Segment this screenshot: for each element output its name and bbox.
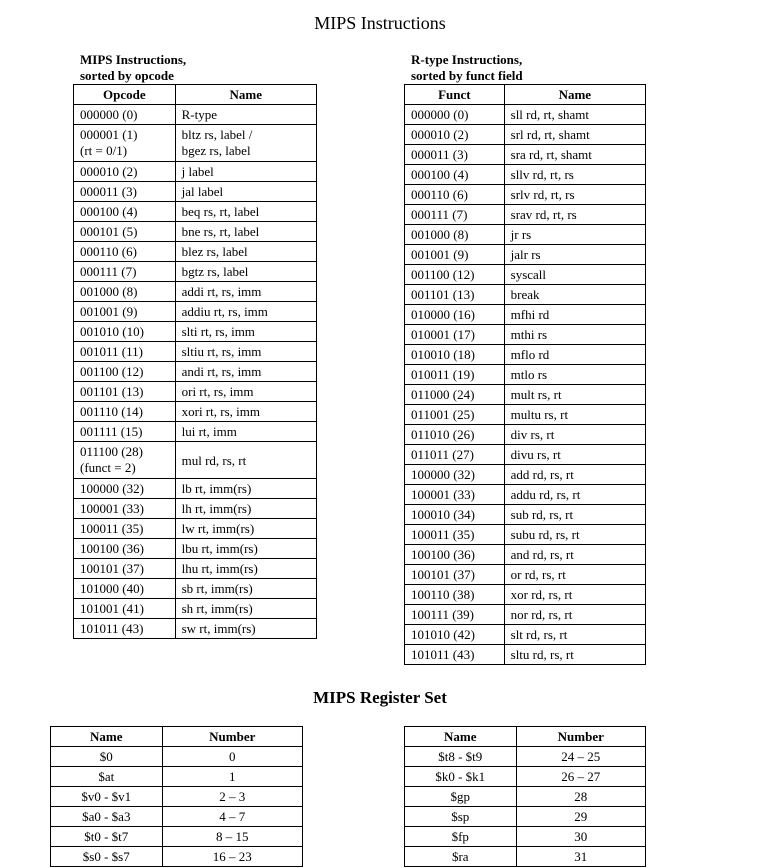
instruction-name-cell: sra rd, rt, shamt (504, 145, 645, 165)
table-row (74, 559, 317, 579)
opcode-cell: 001110 (14) (74, 402, 176, 422)
funct-cell: 000011 (3) (405, 145, 505, 165)
instruction-name-cell: mthi rs (504, 325, 645, 345)
page-title: MIPS Instructions (314, 13, 446, 33)
opcode-cell: 000111 (7) (74, 262, 176, 282)
table-row (74, 162, 317, 182)
funct-cell: 101011 (43) (405, 645, 505, 665)
instruction-name-cell: sltu rd, rs, rt (504, 645, 645, 665)
table-row (51, 787, 303, 807)
register-name-cell: $s0 - $s7 (51, 847, 163, 867)
table-row (74, 282, 317, 302)
funct-cell: 100001 (33) (405, 485, 505, 505)
instruction-name-cell: sllv rd, rt, rs (504, 165, 645, 185)
table-row (405, 807, 646, 827)
table-row (405, 585, 646, 605)
funct-cell: 001101 (13) (405, 285, 505, 305)
register-number-header: Number (516, 727, 646, 747)
instruction-name-cell: lui rt, imm (175, 422, 316, 442)
register-number-header: Number (162, 727, 302, 747)
instruction-name-cell: mflo rd (504, 345, 645, 365)
funct-cell: 100111 (39) (405, 605, 505, 625)
opcode-cell: 001000 (8) (74, 282, 176, 302)
table-row (405, 165, 646, 185)
table-row (405, 125, 646, 145)
table-row (405, 365, 646, 385)
opcode-table-caption (80, 52, 186, 84)
opcode-cell: 000100 (4) (74, 202, 176, 222)
register-number-cell: 24 – 25 (516, 747, 646, 767)
instruction-name-cell: and rd, rs, rt (504, 545, 645, 565)
funct-cell: 100010 (34) (405, 505, 505, 525)
register-number-cell: 8 – 15 (162, 827, 302, 847)
opcode-cell: 100001 (33) (74, 499, 176, 519)
funct-cell: 100100 (36) (405, 545, 505, 565)
register-number-cell: 26 – 27 (516, 767, 646, 787)
funct-caption-line1: R-type Instructions, (411, 52, 523, 67)
funct-cell: 001100 (12) (405, 265, 505, 285)
opcode-cell: 000101 (5) (74, 222, 176, 242)
table-row (405, 385, 646, 405)
table-row (74, 342, 317, 362)
funct-cell: 011011 (27) (405, 445, 505, 465)
table-row (405, 145, 646, 165)
table-row (405, 645, 646, 665)
instruction-name-cell: addu rd, rs, rt (504, 485, 645, 505)
instruction-name-cell: mtlo rs (504, 365, 645, 385)
opcode-cell: 000010 (2) (74, 162, 176, 182)
instruction-name-cell: andi rt, rs, imm (175, 362, 316, 382)
instruction-name-cell: syscall (504, 265, 645, 285)
table-row (405, 605, 646, 625)
register-name-cell: $v0 - $v1 (51, 787, 163, 807)
funct-cell: 101010 (42) (405, 625, 505, 645)
funct-cell: 010010 (18) (405, 345, 505, 365)
opcode-cell: 101000 (40) (74, 579, 176, 599)
opcode-cell: 100101 (37) (74, 559, 176, 579)
instruction-name-cell: divu rs, rt (504, 445, 645, 465)
funct-table-caption (411, 52, 523, 84)
table-row (74, 242, 317, 262)
table-row (405, 545, 646, 565)
instruction-name-cell: slti rt, rs, imm (175, 322, 316, 342)
opcode-cell: 001100 (12) (74, 362, 176, 382)
table-row (51, 767, 303, 787)
instruction-name-cell: sw rt, imm(rs) (175, 619, 316, 639)
instruction-name-cell: subu rd, rs, rt (504, 525, 645, 545)
table-row (74, 422, 317, 442)
table-row (74, 182, 317, 202)
instruction-name-cell: ori rt, rs, imm (175, 382, 316, 402)
funct-cell: 100110 (38) (405, 585, 505, 605)
instruction-name-cell: bltz rs, label / bgez rs, label (175, 125, 316, 162)
table-row (74, 519, 317, 539)
opcode-cell: 011100 (28) (funct = 2) (74, 442, 176, 479)
table-row (405, 345, 646, 365)
table-row (74, 302, 317, 322)
instruction-name-cell: jal label (175, 182, 316, 202)
table-row (405, 787, 646, 807)
table-row (74, 362, 317, 382)
opcode-cell: 101001 (41) (74, 599, 176, 619)
table-row (74, 382, 317, 402)
table-row (405, 205, 646, 225)
table-row (74, 442, 317, 479)
table-row (405, 245, 646, 265)
funct-cell: 000100 (4) (405, 165, 505, 185)
instruction-name-cell: jr rs (504, 225, 645, 245)
instruction-name-cell: add rd, rs, rt (504, 465, 645, 485)
instruction-name-cell: bne rs, rt, label (175, 222, 316, 242)
table-row (405, 747, 646, 767)
instruction-name-cell: j label (175, 162, 316, 182)
table-row (405, 767, 646, 787)
register-number-cell: 16 – 23 (162, 847, 302, 867)
instruction-name-cell: srl rd, rt, shamt (504, 125, 645, 145)
table-row (405, 847, 646, 867)
instruction-name-cell: beq rs, rt, label (175, 202, 316, 222)
funct-cell: 010011 (19) (405, 365, 505, 385)
opcode-cell: 100011 (35) (74, 519, 176, 539)
instruction-name-cell: addiu rt, rs, imm (175, 302, 316, 322)
funct-cell: 000010 (2) (405, 125, 505, 145)
table-row (74, 402, 317, 422)
opcode-table (73, 84, 317, 639)
instruction-name-cell: mult rs, rt (504, 385, 645, 405)
table-row (74, 539, 317, 559)
register-name-cell: $fp (405, 827, 517, 847)
table-row (74, 619, 317, 639)
table-row (405, 405, 646, 425)
table-row (405, 285, 646, 305)
funct-cell: 100101 (37) (405, 565, 505, 585)
opcode-cell: 001111 (15) (74, 422, 176, 442)
funct-cell: 100000 (32) (405, 465, 505, 485)
instruction-name-cell: div rs, rt (504, 425, 645, 445)
register-name-header: Name (405, 727, 517, 747)
instruction-name-cell: slt rd, rs, rt (504, 625, 645, 645)
instruction-name-cell: xor rd, rs, rt (504, 585, 645, 605)
instruction-name-cell: lh rt, imm(rs) (175, 499, 316, 519)
table-row (405, 827, 646, 847)
instruction-name-cell: lbu rt, imm(rs) (175, 539, 316, 559)
register-number-cell: 1 (162, 767, 302, 787)
table-row (405, 185, 646, 205)
table-row (74, 202, 317, 222)
funct-cell: 000111 (7) (405, 205, 505, 225)
funct-cell: 000110 (6) (405, 185, 505, 205)
table-row (51, 827, 303, 847)
table-row (74, 222, 317, 242)
register-number-cell: 2 – 3 (162, 787, 302, 807)
register-name-cell: $a0 - $a3 (51, 807, 163, 827)
register-name-cell: $t8 - $t9 (405, 747, 517, 767)
opcode-cell: 100000 (32) (74, 479, 176, 499)
register-name-cell: $k0 - $k1 (405, 767, 517, 787)
opcode-cell: 000110 (6) (74, 242, 176, 262)
funct-cell: 100011 (35) (405, 525, 505, 545)
funct-cell: 010001 (17) (405, 325, 505, 345)
instruction-name-cell: lw rt, imm(rs) (175, 519, 316, 539)
table-row (51, 747, 303, 767)
register-number-cell: 31 (516, 847, 646, 867)
register-number-cell: 30 (516, 827, 646, 847)
register-number-cell: 4 – 7 (162, 807, 302, 827)
instruction-name-cell: jalr rs (504, 245, 645, 265)
register-number-cell: 28 (516, 787, 646, 807)
instruction-name-cell: sb rt, imm(rs) (175, 579, 316, 599)
register-name-header: Name (51, 727, 163, 747)
table-row (405, 105, 646, 125)
funct-cell: 011010 (26) (405, 425, 505, 445)
table-row (405, 465, 646, 485)
table-row (405, 325, 646, 345)
register-number-cell: 0 (162, 747, 302, 767)
opcode-cell: 000000 (0) (74, 105, 176, 125)
funct-header: Funct (405, 85, 505, 105)
instruction-name-cell: break (504, 285, 645, 305)
funct-cell: 011000 (24) (405, 385, 505, 405)
table-row (74, 322, 317, 342)
register-name-cell: $0 (51, 747, 163, 767)
funct-cell: 010000 (16) (405, 305, 505, 325)
table-row (405, 565, 646, 585)
table-row (405, 485, 646, 505)
table-row (74, 105, 317, 125)
instruction-name-cell: R-type (175, 105, 316, 125)
instruction-name-cell: srav rd, rt, rs (504, 205, 645, 225)
funct-cell: 011001 (25) (405, 405, 505, 425)
funct-cell: 001000 (8) (405, 225, 505, 245)
register-name-cell: $ra (405, 847, 517, 867)
register-name-cell: $gp (405, 787, 517, 807)
table-row (405, 265, 646, 285)
funct-caption-line2: sorted by funct field (411, 68, 523, 83)
register-name-cell: $t0 - $t7 (51, 827, 163, 847)
table-row (405, 505, 646, 525)
register-set-title: MIPS Register Set (313, 688, 447, 707)
opcode-name-header: Name (175, 85, 316, 105)
table-row (405, 305, 646, 325)
opcode-cell: 000001 (1) (rt = 0/1) (74, 125, 176, 162)
opcode-cell: 001010 (10) (74, 322, 176, 342)
instruction-name-cell: srlv rd, rt, rs (504, 185, 645, 205)
register-number-cell: 29 (516, 807, 646, 827)
instruction-name-cell: or rd, rs, rt (504, 565, 645, 585)
instruction-name-cell: mfhi rd (504, 305, 645, 325)
opcode-cell: 001011 (11) (74, 342, 176, 362)
instruction-name-cell: lb rt, imm(rs) (175, 479, 316, 499)
instruction-name-cell: blez rs, label (175, 242, 316, 262)
funct-cell: 000000 (0) (405, 105, 505, 125)
opcode-cell: 101011 (43) (74, 619, 176, 639)
register-name-cell: $at (51, 767, 163, 787)
table-row (405, 525, 646, 545)
register-name-cell: $sp (405, 807, 517, 827)
table-row (74, 599, 317, 619)
instruction-name-cell: xori rt, rs, imm (175, 402, 316, 422)
opcode-cell: 001101 (13) (74, 382, 176, 402)
opcode-caption-line1: MIPS Instructions, (80, 52, 187, 67)
funct-table (404, 84, 646, 665)
instruction-name-cell: bgtz rs, label (175, 262, 316, 282)
opcode-header: Opcode (74, 85, 176, 105)
instruction-name-cell: sh rt, imm(rs) (175, 599, 316, 619)
register-table-left (50, 726, 303, 867)
opcode-cell: 100100 (36) (74, 539, 176, 559)
table-row (51, 847, 303, 867)
instruction-name-cell: lhu rt, imm(rs) (175, 559, 316, 579)
instruction-name-cell: sll rd, rt, shamt (504, 105, 645, 125)
opcode-caption-line2: sorted by opcode (80, 68, 174, 83)
table-row (405, 625, 646, 645)
opcode-cell: 001001 (9) (74, 302, 176, 322)
table-row (74, 479, 317, 499)
table-row (405, 425, 646, 445)
funct-name-header: Name (504, 85, 645, 105)
instruction-name-cell: nor rd, rs, rt (504, 605, 645, 625)
register-table-right (404, 726, 646, 867)
instruction-name-cell: mul rd, rs, rt (175, 442, 316, 479)
instruction-name-cell: sltiu rt, rs, imm (175, 342, 316, 362)
table-row (74, 499, 317, 519)
instruction-name-cell: sub rd, rs, rt (504, 505, 645, 525)
instruction-name-cell: multu rs, rt (504, 405, 645, 425)
table-row (405, 445, 646, 465)
instruction-name-cell: addi rt, rs, imm (175, 282, 316, 302)
table-row (74, 125, 317, 162)
opcode-cell: 000011 (3) (74, 182, 176, 202)
table-row (74, 579, 317, 599)
table-row (51, 807, 303, 827)
table-row (405, 225, 646, 245)
table-row (74, 262, 317, 282)
funct-cell: 001001 (9) (405, 245, 505, 265)
